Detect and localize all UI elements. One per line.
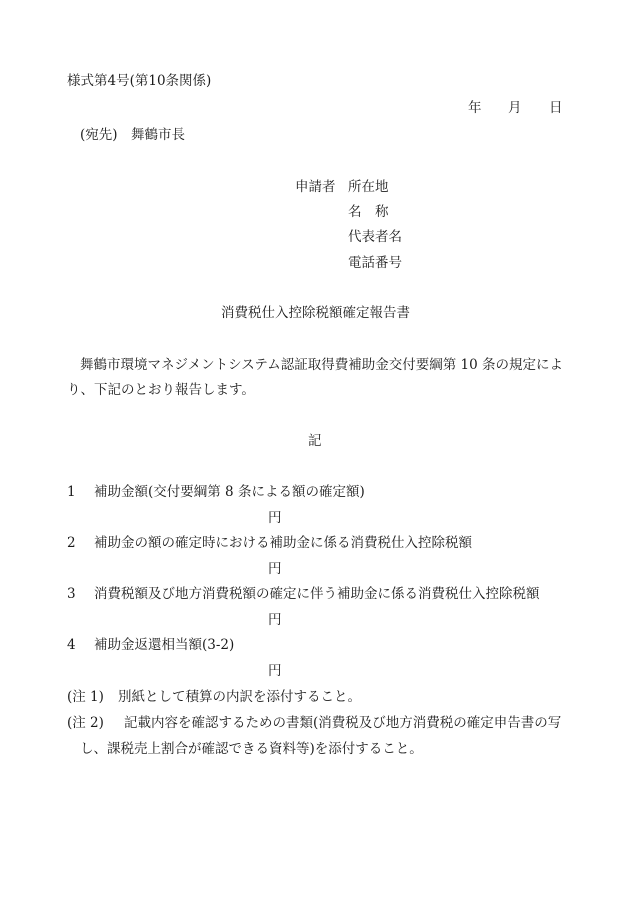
item-text: 補助金額(交付要綱第 8 条による額の確定額) [94,484,365,500]
note-1-label: (注 1) [67,689,104,705]
item-text: 消費税額及び地方消費税額の確定に伴う補助金に係る消費税仕入控除税額 [94,586,540,602]
item-text: 補助金返還相当額(3-2) [94,637,235,653]
item-number: 3 [67,586,76,602]
date-month-label: 月 [508,100,522,116]
body-text-line-2: り、下記のとおり報告します。 [67,382,255,398]
item-unit-yen: 円 [268,561,282,577]
item-number: 1 [67,484,76,500]
item-unit-yen: 円 [268,510,282,526]
form-number-label: 様式第4号(第10条関係) [67,73,212,89]
applicant-representative-label: 代表者名 [348,229,402,245]
applicant-address-label: 所在地 [348,179,389,195]
item-text: 補助金の額の確定時における補助金に係る消費税仕入控除税額 [94,535,472,551]
note-2-label: (注 2) [67,715,104,731]
applicant-name-label: 名 称 [348,204,389,220]
note-2-text-line-2: し、課税売上割合が確認できる資料等)を添付すること。 [80,741,423,757]
date-year-label: 年 [468,100,482,116]
item-unit-yen: 円 [268,612,282,628]
note-1-text: 別紙として積算の内訳を添付すること。 [118,689,361,705]
note-2-text-line-1: 記載内容を確認するための書類(消費税及び地方消費税の確定申告書の写 [124,715,562,731]
applicant-label: 申請者 [295,179,336,195]
date-day-label: 日 [549,100,563,116]
body-text-line-1: 舞鶴市環境マネジメントシステム認証取得費補助金交付要綱第 10 条の規定によ [80,357,564,373]
applicant-phone-label: 電話番号 [348,255,402,271]
ki-heading: 記 [308,433,322,449]
addressee: (宛先) 舞鶴市長 [80,127,186,143]
item-unit-yen: 円 [268,663,282,679]
item-number: 4 [67,637,76,653]
item-number: 2 [67,535,76,551]
document-title: 消費税仕入控除税額確定報告書 [221,305,410,321]
